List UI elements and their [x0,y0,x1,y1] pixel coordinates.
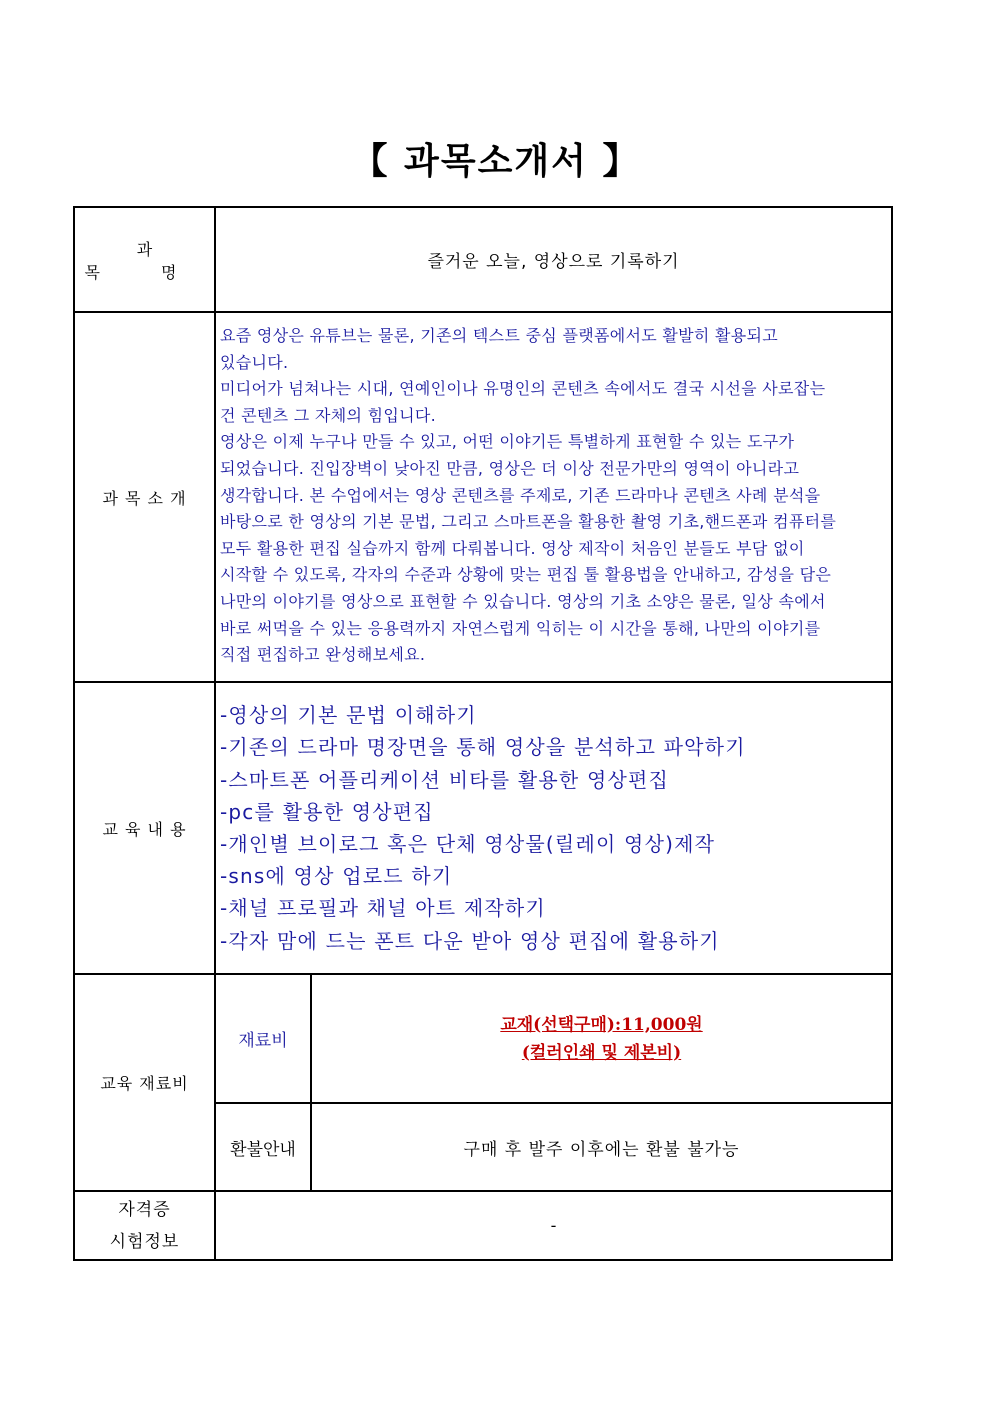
content-item: -영상의 기본 문법 이해하기 [220,703,477,728]
course-intro-text [215,312,892,682]
course-name-value: 즐거운 오늘, 영상으로 기록하기 [215,207,892,312]
intro-line: 모두 활용한 편집 실습까지 함께 다뤄봅니다. 영상 제작이 처음인 분들도 부담 없이 [220,538,805,558]
intro-line: 바로 써먹을 수 있는 응용력까지 자연스럽게 익히는 이 시간을 통해, 나만의 이야기를 [220,618,821,638]
content-item: -pc를 활용한 영상편집 [220,799,434,824]
course-name-label-cell [74,207,215,312]
material-fee-line-2: (컬러인쇄 및 제본비) [521,1042,682,1063]
course-intro-label-cell [74,312,215,682]
certificate-row [74,1191,892,1260]
fee-label-cell [74,974,215,1191]
intro-line: 나만의 이야기를 영상으로 표현할 수 있습니다. 영상의 기초 소양은 물론, 일상 속에서 [220,591,826,611]
intro-line: 미디어가 넘쳐나는 시대, 연예인이나 유명인의 콘텐츠 속에서도 결국 시선을 사로잡는 [220,379,826,399]
course-info-table [73,206,893,1261]
fee-label: 교육 재료비 [100,1074,189,1093]
intro-line: 되었습니다. 진입장벽이 낮아진 만큼, 영상은 더 이상 전문가만의 영역이 아니라고 [220,458,800,478]
content-item: -각자 맘에 드는 폰트 다운 받아 영상 편집에 활용하기 [220,928,720,953]
content-item: -sns에 영상 업로드 하기 [220,864,453,889]
refund-label: 환불안내 [215,1103,311,1191]
certificate-value: - [215,1191,892,1260]
intro-line: 영상은 이제 누구나 만들 수 있고, 어떤 이야기든 특별하게 표현할 수 있는 도구가 [220,432,795,452]
course-content-label: 교 육 내 용 [102,819,187,839]
course-intro-row [74,312,892,682]
material-label: 재료비 [215,974,311,1103]
material-fee-line-1: 교재(선택구매):11,000원 [500,1014,703,1035]
document-title [0,132,992,192]
intro-line: 시작할 수 있도록, 각자의 수준과 상황에 맞는 편집 툴 활용법을 안내하고, 감성을 담은 [220,565,832,585]
certificate-label-line-1: 자격증 [118,1199,171,1220]
intro-line: 직접 편집하고 완성해보세요. [220,645,426,665]
course-content-list [215,682,892,974]
content-item: -채널 프로필과 채널 아트 제작하기 [220,896,546,921]
certificate-label-line-2: 시험정보 [109,1231,180,1252]
refund-value: 구매 후 발주 이후에는 환불 불가능 [311,1103,892,1191]
title-open-bracket: 【 [351,141,390,182]
intro-line: 있습니다. [220,352,289,372]
certificate-label-cell [74,1191,215,1260]
course-content-label-cell [74,682,215,974]
intro-line: 요즘 영상은 유튜브는 물론, 기존의 텍스트 중심 플랫폼에서도 활발히 활용되고 [220,326,779,345]
content-item: -기존의 드라마 명장면을 통해 영상을 분석하고 파악하기 [220,735,746,760]
intro-line: 생각합니다. 본 수업에서는 영상 콘텐츠를 주제로, 기존 드라마나 콘텐츠 사례 분석을 [220,485,821,505]
content-item: -스마트폰 어플리케이션 비타를 활용한 영상편집 [220,767,670,792]
course-intro-label: 과 목 소 개 [102,488,187,508]
course-name-row [74,207,892,312]
material-fee-row [74,974,892,1103]
title-text: 과목소개서 [404,141,588,182]
intro-line: 바탕으로 한 영상의 기본 문법, 그리고 스마트폰을 활용한 촬영 기초,핸드폰과 컴퓨터를 [220,512,837,532]
course-content-row [74,682,892,974]
intro-line: 건 콘텐츠 그 자체의 힘입니다. [220,405,437,425]
material-fee-value [311,974,892,1103]
course-name-label: 과 목 명 [84,239,205,282]
title-close-bracket: 】 [602,141,641,182]
content-item: -개인별 브이로그 혹은 단체 영상물(릴레이 영상)제작 [220,832,716,856]
